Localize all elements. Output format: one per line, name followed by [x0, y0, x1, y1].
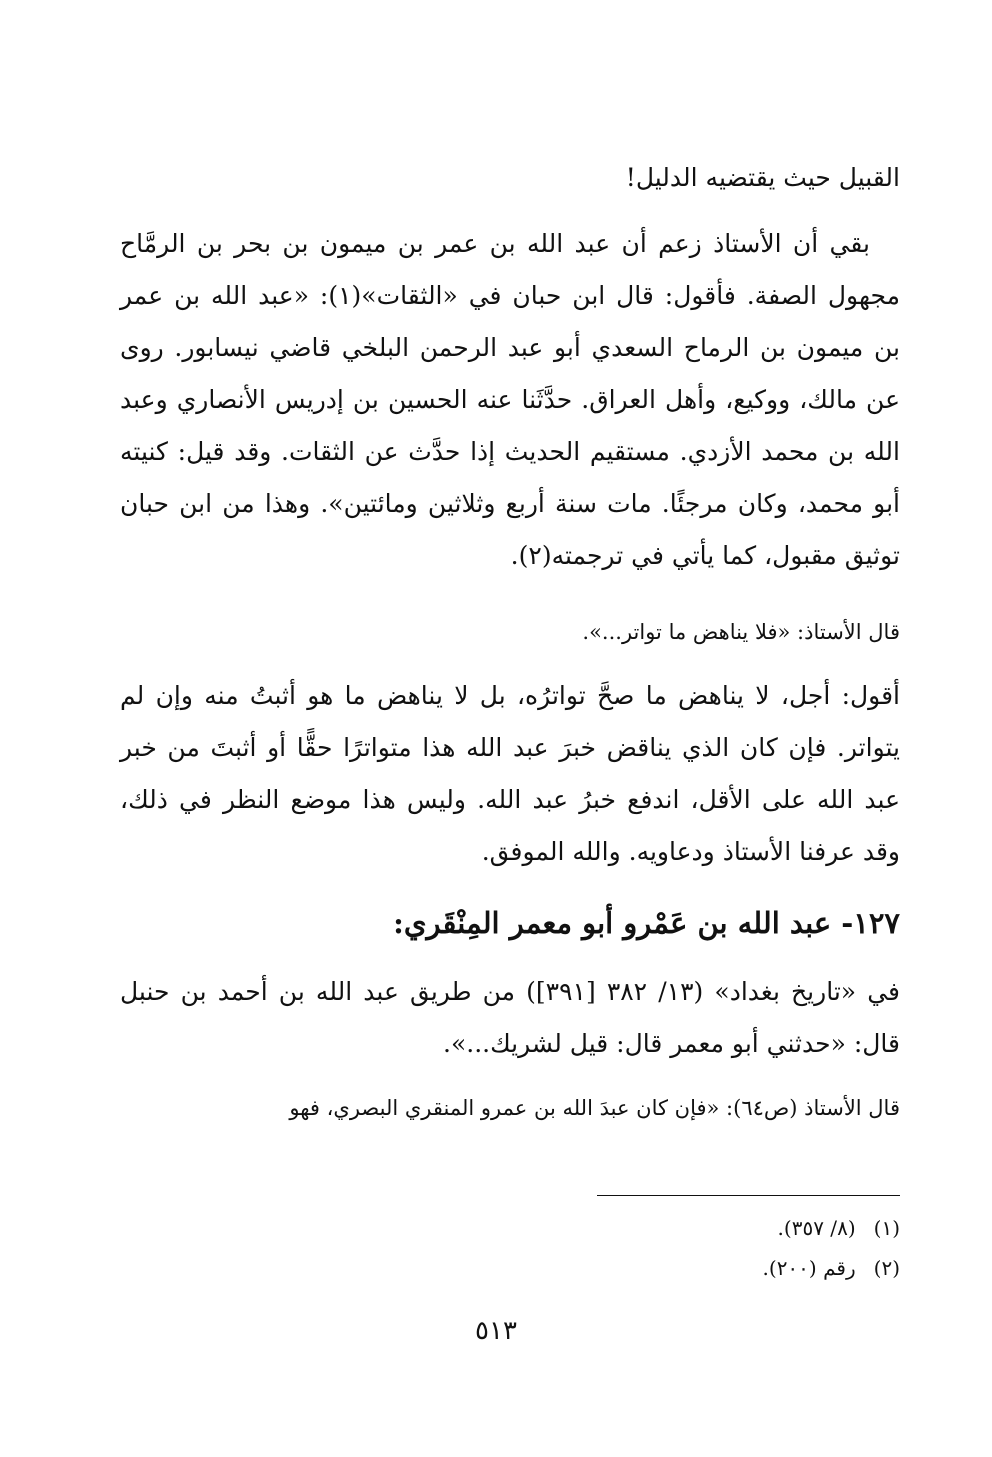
quote-ustadh-2: قال الأستاذ (ص٦٤): «فإن كان عبدَ الله بن عمرو المنقري البصري، فهو	[289, 1096, 900, 1120]
paragraph-reply: أقول: أجل، لا يناهض ما صحَّ تواترُه، بل لا يناهض ما هو أثبتُ منه وإن لم يتواتر. فإن كان الذي يناقض خبرَ عبد الله هذا متواترًا حقًّا أو أثبتَ من خبر عبد الله على الأقل، اندفع خبرُ عبد الله. وليس هذا موضع النظر في ذلك، وقد عرفنا الأستاذ ودعاويه. والله الموفق.	[120, 681, 900, 866]
footnote-1	[400, 1208, 900, 1248]
entry-heading: ١٢٧- عبد الله بن عَمْرو أبو معمر المِنْقَري:	[393, 906, 900, 940]
footnote-text: رقم (٢٠٠).	[762, 1256, 856, 1280]
footnote-number: (١)	[873, 1216, 900, 1240]
paragraph-tarikh-baghdad: في «تاريخ بغداد» (١٣/ ٣٨٢ [٣٩١]) من طريق عبد الله بن أحمد بن حنبل قال: «حدثني أبو معمر قال: قيل لشريك...».	[120, 977, 900, 1058]
footnotes	[400, 1208, 900, 1288]
footnote-text: (٨/ ٣٥٧).	[777, 1216, 856, 1240]
footnote-2	[400, 1248, 900, 1288]
line-continuation: القبيل حيث يقتضيه الدليل!	[625, 163, 900, 192]
quote-ustadh-1: قال الأستاذ: «فلا يناهض ما تواتر...».	[582, 620, 900, 644]
page-number: ٥١٣	[475, 1316, 517, 1346]
footnote-divider	[597, 1195, 900, 1196]
footnote-number: (٢)	[873, 1256, 900, 1280]
paragraph-ibn-hibban: بقي أن الأستاذ زعم أن عبد الله بن عمر بن ميمون بن بحر بن الرمَّاح مجهول الصفة. فأقول: قال ابن حبان في «الثقات»(١): «عبد الله بن عمر بن ميمون بن الرماح السعدي أبو عبد الرحمن البلخي قاضي نيسابور. روى عن مالك، ووكيع، وأهل العراق. حدَّثَنا عنه الحسين بن إدريس الأنصاري وعبد الله بن محمد الأزدي. مستقيم الحديث إذا حدَّث عن الثقات. وقد قيل: كنيته أبو محمد، وكان مرجئًا. مات سنة أربع وثلاثين ومائتين». وهذا من ابن حبان توثيق مقبول، كما يأتي في ترجمته(٢).	[120, 229, 900, 570]
